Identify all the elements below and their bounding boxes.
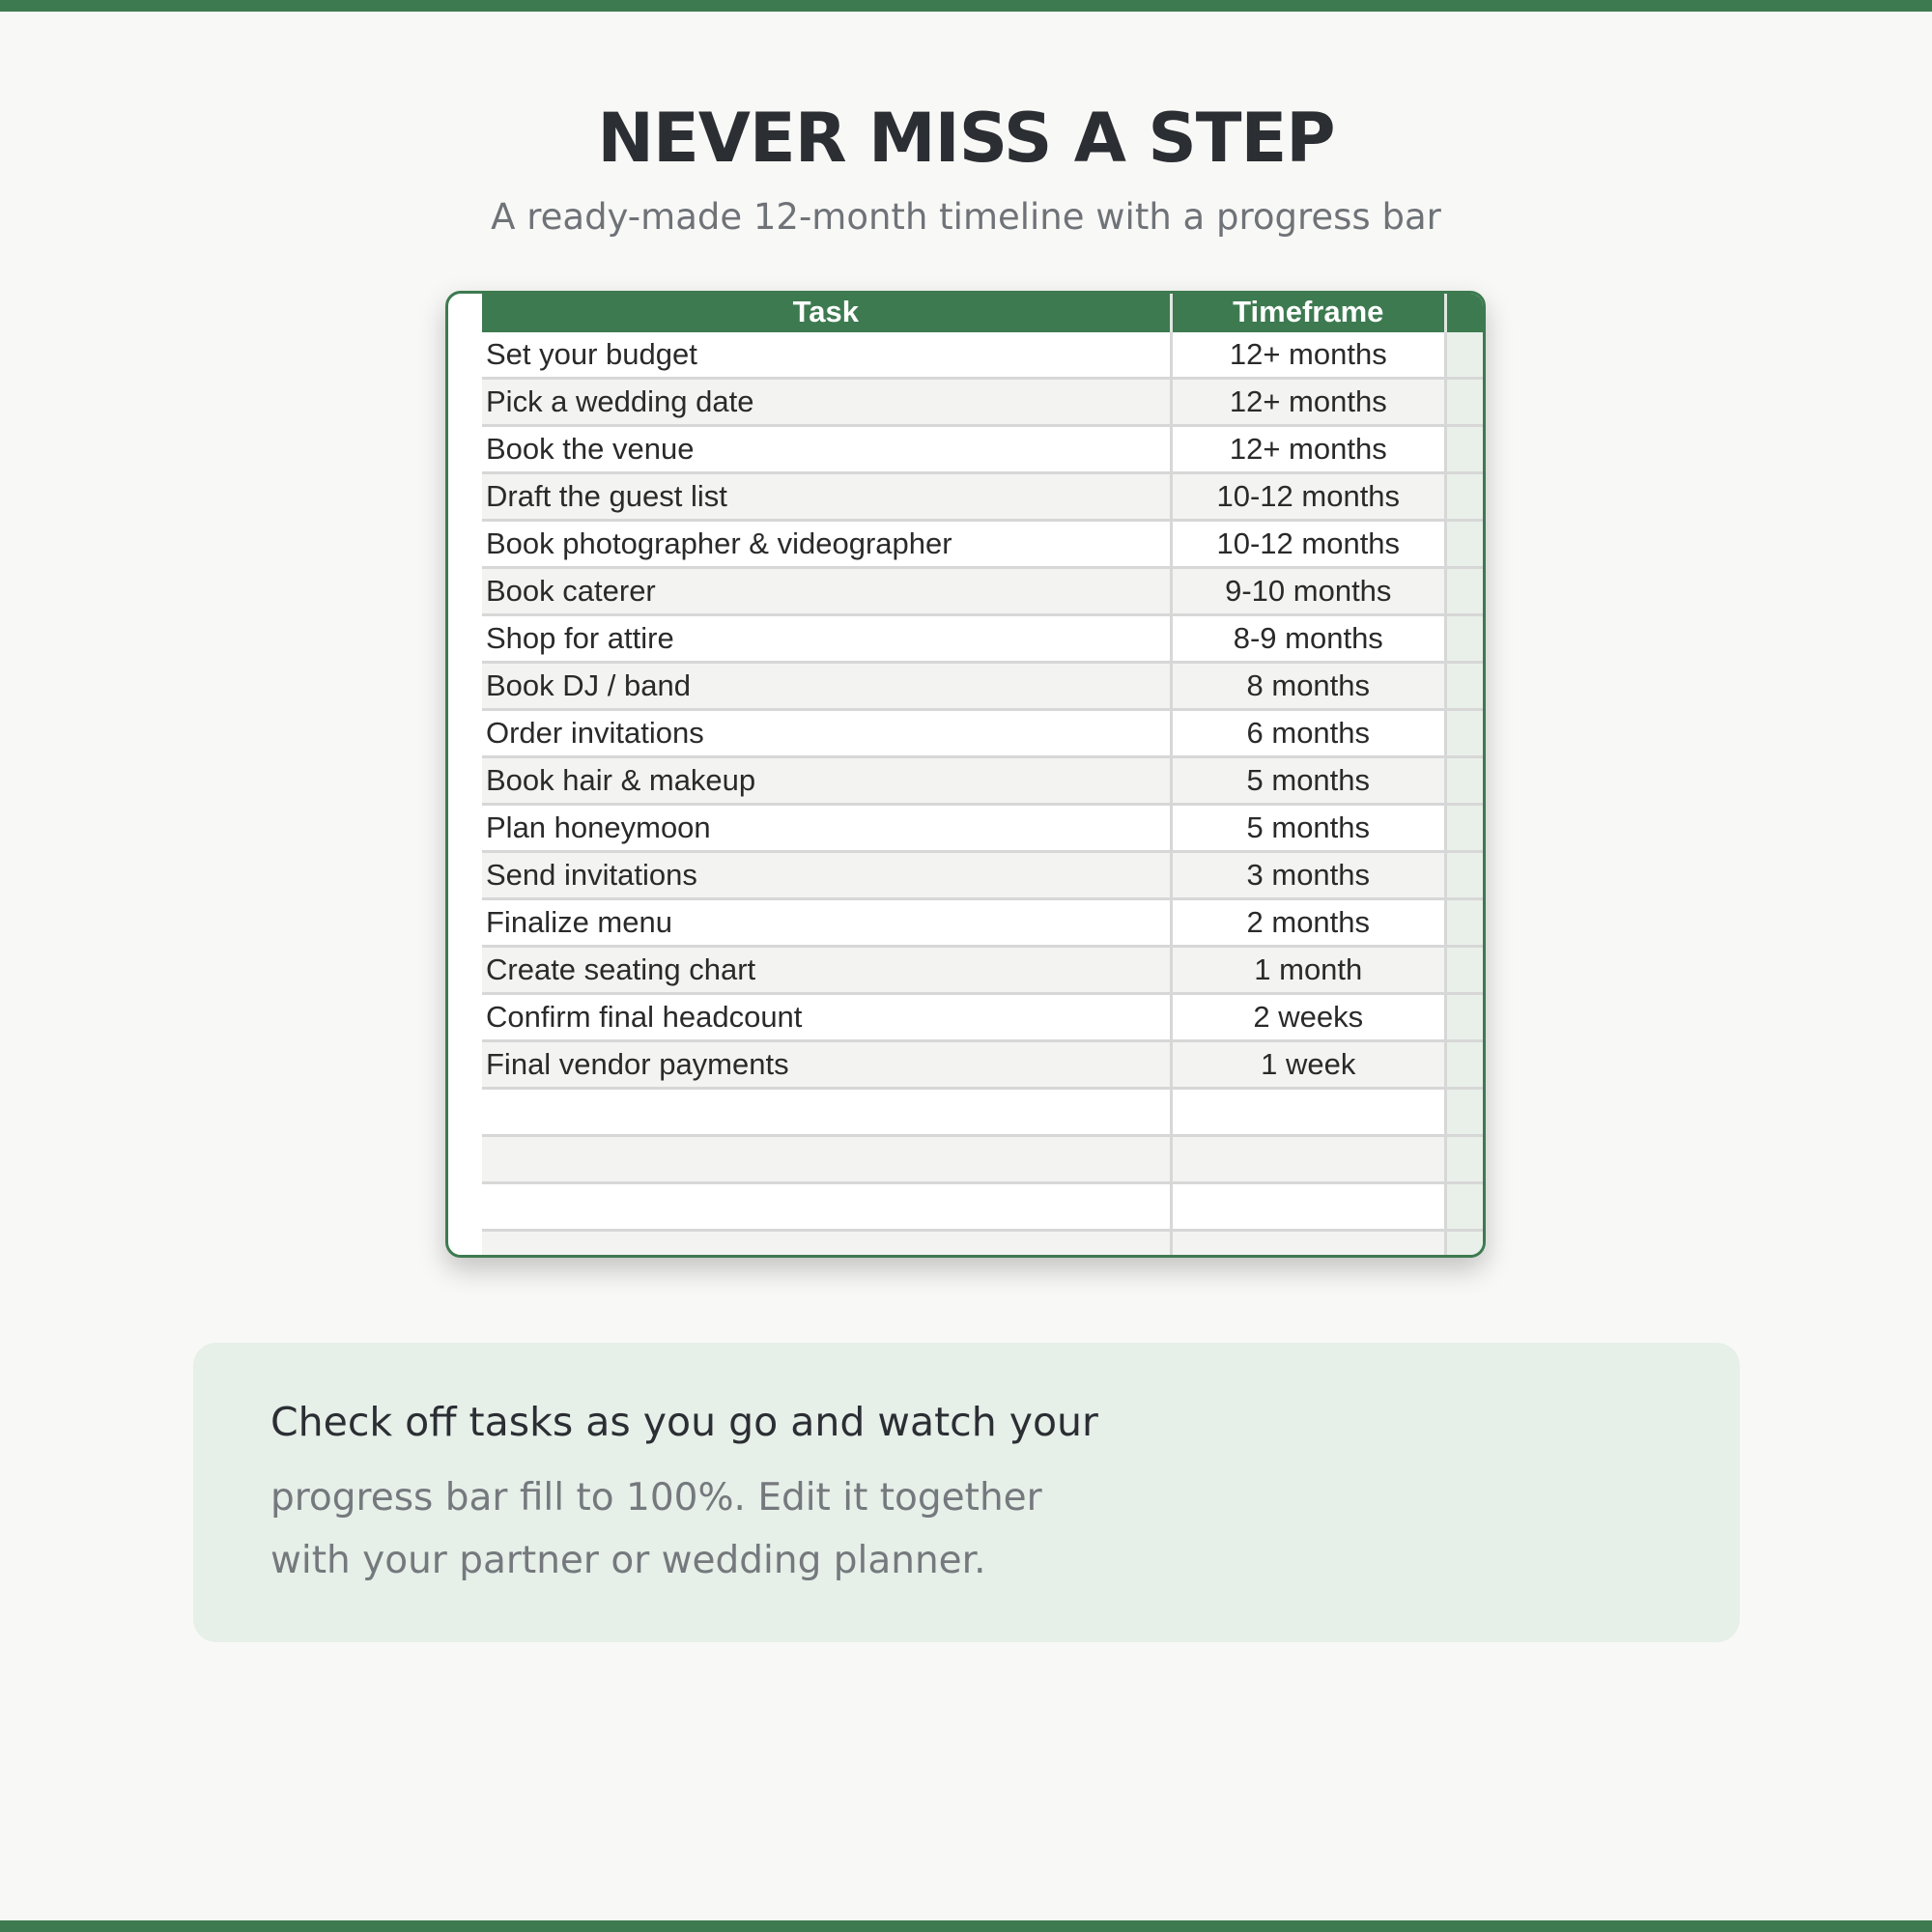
extra-cell[interactable] [1445, 1136, 1483, 1183]
task-cell[interactable] [482, 1089, 1171, 1136]
extra-cell[interactable] [1445, 332, 1483, 379]
task-cell[interactable]: Book hair & makeup [482, 757, 1171, 805]
timeframe-cell[interactable] [1171, 1183, 1445, 1231]
extra-cell[interactable] [1445, 1231, 1483, 1259]
extra-cell[interactable] [1445, 994, 1483, 1041]
spreadsheet-preview [445, 291, 1486, 1258]
extra-cell[interactable] [1445, 852, 1483, 899]
task-cell[interactable]: Book photographer & videographer [482, 521, 1171, 568]
task-cell[interactable]: Create seating chart [482, 947, 1171, 994]
task-cell[interactable]: Book caterer [482, 568, 1171, 615]
task-cell[interactable]: Pick a wedding date [482, 379, 1171, 426]
table-row [482, 568, 1483, 615]
table-row [482, 710, 1483, 757]
timeframe-cell[interactable] [1171, 1231, 1445, 1259]
table-row [482, 332, 1483, 379]
callout-lead-text: Check off tasks as you go and watch your [270, 1399, 1098, 1445]
timeframe-cell[interactable]: 8 months [1171, 663, 1445, 710]
extra-cell[interactable] [1445, 710, 1483, 757]
top-accent-bar [0, 0, 1932, 12]
table-row [482, 947, 1483, 994]
extra-cell[interactable] [1445, 615, 1483, 663]
table-row [482, 852, 1483, 899]
extra-cell[interactable] [1445, 379, 1483, 426]
timeline-table [482, 291, 1483, 1258]
timeframe-cell[interactable]: 9-10 months [1171, 568, 1445, 615]
extra-cell[interactable] [1445, 521, 1483, 568]
table-body [482, 332, 1483, 1258]
task-cell[interactable]: Book the venue [482, 426, 1171, 473]
extra-cell[interactable] [1445, 947, 1483, 994]
extra-cell[interactable] [1445, 1089, 1483, 1136]
extra-cell[interactable] [1445, 899, 1483, 947]
timeframe-cell[interactable]: 3 months [1171, 852, 1445, 899]
task-cell[interactable]: Send invitations [482, 852, 1171, 899]
column-header-extra[interactable] [1445, 291, 1483, 332]
column-header-task[interactable]: Task [482, 291, 1171, 332]
callout-body-line-2: with your partner or wedding planner. [270, 1539, 986, 1582]
table-row [482, 805, 1483, 852]
table-row [482, 994, 1483, 1041]
task-cell[interactable]: Shop for attire [482, 615, 1171, 663]
timeframe-cell[interactable]: 1 month [1171, 947, 1445, 994]
table-header-row [482, 291, 1483, 332]
table-row [482, 757, 1483, 805]
table-row [482, 1136, 1483, 1183]
task-cell[interactable] [482, 1136, 1171, 1183]
extra-cell[interactable] [1445, 426, 1483, 473]
bottom-accent-bar [0, 1920, 1932, 1932]
extra-cell[interactable] [1445, 1183, 1483, 1231]
timeframe-cell[interactable]: 1 week [1171, 1041, 1445, 1089]
timeframe-cell[interactable] [1171, 1089, 1445, 1136]
callout-body-text [270, 1466, 1236, 1592]
callout-body-line-1: progress bar fill to 100%. Edit it together [270, 1476, 1042, 1520]
timeframe-cell[interactable]: 5 months [1171, 757, 1445, 805]
extra-cell[interactable] [1445, 805, 1483, 852]
table-row [482, 379, 1483, 426]
task-cell[interactable]: Set your budget [482, 332, 1171, 379]
table-row [482, 473, 1483, 521]
table-row [482, 663, 1483, 710]
task-cell[interactable]: Plan honeymoon [482, 805, 1171, 852]
task-cell[interactable] [482, 1183, 1171, 1231]
task-cell[interactable]: Finalize menu [482, 899, 1171, 947]
extra-cell[interactable] [1445, 757, 1483, 805]
extra-cell[interactable] [1445, 473, 1483, 521]
table-row [482, 1089, 1483, 1136]
feature-callout [193, 1343, 1740, 1642]
timeframe-cell[interactable]: 2 weeks [1171, 994, 1445, 1041]
table-row [482, 1041, 1483, 1089]
timeframe-cell[interactable]: 8-9 months [1171, 615, 1445, 663]
timeframe-cell[interactable]: 10-12 months [1171, 473, 1445, 521]
page-title: NEVER MISS A STEP [597, 99, 1335, 178]
extra-cell[interactable] [1445, 568, 1483, 615]
timeframe-cell[interactable]: 10-12 months [1171, 521, 1445, 568]
task-cell[interactable]: Book DJ / band [482, 663, 1171, 710]
page-subtitle: A ready-made 12-month timeline with a progress bar [491, 196, 1441, 238]
table-row [482, 521, 1483, 568]
task-cell[interactable]: Draft the guest list [482, 473, 1171, 521]
column-header-timeframe[interactable]: Timeframe [1171, 291, 1445, 332]
timeframe-cell[interactable]: 12+ months [1171, 426, 1445, 473]
timeframe-cell[interactable]: 5 months [1171, 805, 1445, 852]
table-row [482, 615, 1483, 663]
task-cell[interactable]: Order invitations [482, 710, 1171, 757]
extra-cell[interactable] [1445, 1041, 1483, 1089]
table-row [482, 1183, 1483, 1231]
timeframe-cell[interactable] [1171, 1136, 1445, 1183]
table-row [482, 426, 1483, 473]
task-cell[interactable]: Final vendor payments [482, 1041, 1171, 1089]
timeframe-cell[interactable]: 6 months [1171, 710, 1445, 757]
timeframe-cell[interactable]: 12+ months [1171, 332, 1445, 379]
extra-cell[interactable] [1445, 663, 1483, 710]
task-cell[interactable] [482, 1231, 1171, 1259]
timeframe-cell[interactable]: 2 months [1171, 899, 1445, 947]
task-cell[interactable]: Confirm final headcount [482, 994, 1171, 1041]
timeframe-cell[interactable]: 12+ months [1171, 379, 1445, 426]
table-row [482, 1231, 1483, 1259]
table-row [482, 899, 1483, 947]
